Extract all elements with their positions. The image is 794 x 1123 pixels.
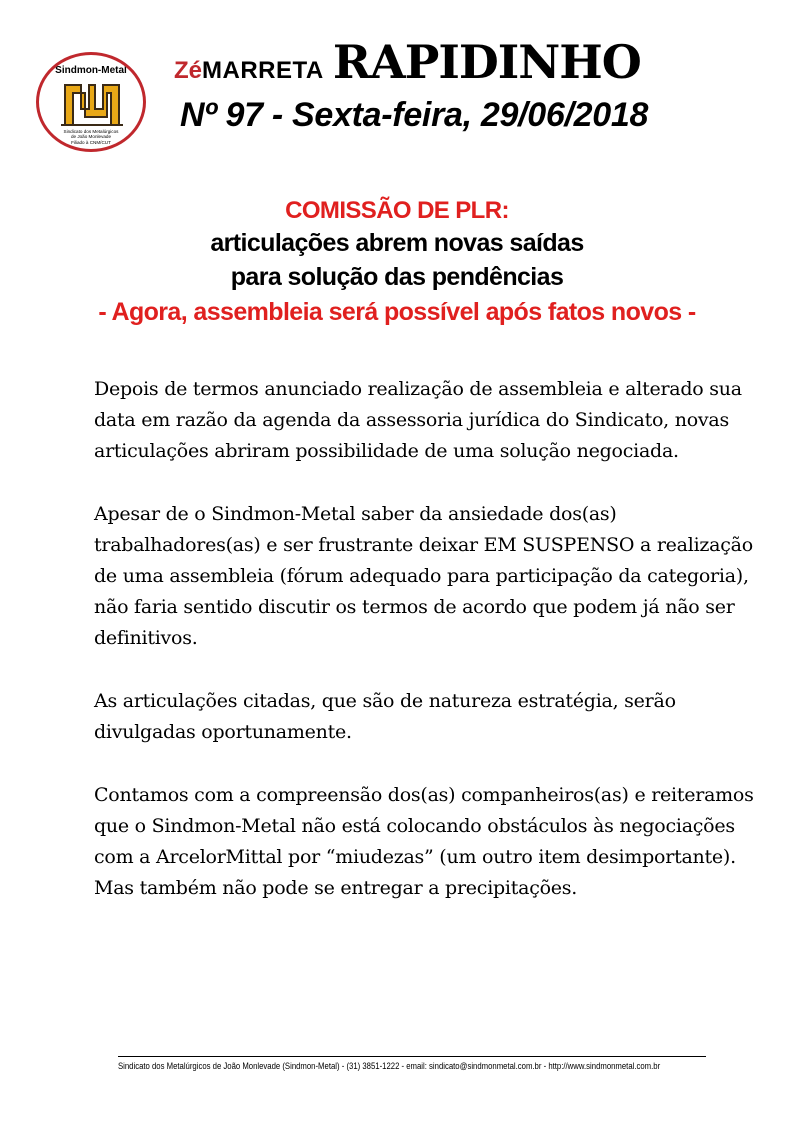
headline-title-line: articulações abrem novas saídas [210, 229, 584, 257]
footer-divider [118, 1056, 706, 1057]
headline-subtitle: - Agora, assembleia será possível após fatos novos - [98, 298, 696, 326]
article-body [94, 374, 762, 936]
headline-kicker: COMISSÃO DE PLR: [285, 197, 509, 224]
logo-name: Sindmon-Metal [55, 65, 127, 76]
logo-caption-line: de João Monlevade [70, 134, 112, 140]
sindmon-metal-logo [36, 52, 146, 152]
logo-mark-icon [61, 79, 123, 127]
brand-ze: Zé [174, 57, 203, 84]
body-paragraph: Contamos com a compreensão dos(as) companheiros(as) e reiteramos que o Sindmon-Metal não está colocando obstáculos às negociações com a ArcelorMittal por “miudezas” (um outro item desimportante). Mas também não pode se entregar a precipitações. [94, 784, 754, 899]
body-paragraph: Apesar de o Sindmon-Metal saber da ansiedade dos(as) trabalhadores(as) e ser frustrante deixar EM SUSPENSO a realização de uma assembleia (fórum adequado para participação da categoria), não faria sentido discutir os termos de acordo que podem já não ser definitivos. [94, 503, 753, 649]
brand-rapidinho: RAPIDINHO [332, 35, 641, 89]
issue-line: Nº 97 - Sexta-feira, 29/06/2018 [180, 96, 649, 134]
body-paragraph: As articulações citadas, que são de natureza estratégia, serão divulgadas oportunamente. [94, 690, 676, 743]
logo-caption-line: Filiado à CNM/CUT [71, 139, 111, 145]
body-paragraph: Depois de termos anunciado realização de assembleia e alterado sua data em razão da agenda da assessoria jurídica do Sindicato, novas articulações abriram possibilidade de uma solução negociada. [94, 378, 742, 462]
headline-title-line: para solução das pendências [230, 263, 564, 291]
footer-contact: Sindicato dos Metalúrgicos de João Monlevade (Sindmon-Metal) - (31) 3851-1222 - email: sindicato@sindmonmetal.com.br - http://www.sindmonmetal.com.br [118, 1061, 661, 1071]
logo-caption [47, 129, 135, 145]
brand-marreta: MARRETA [202, 57, 324, 84]
headline-block [40, 196, 754, 330]
logo-caption-line: Sindicato dos Metalúrgicos [63, 129, 119, 134]
masthead [174, 35, 641, 89]
